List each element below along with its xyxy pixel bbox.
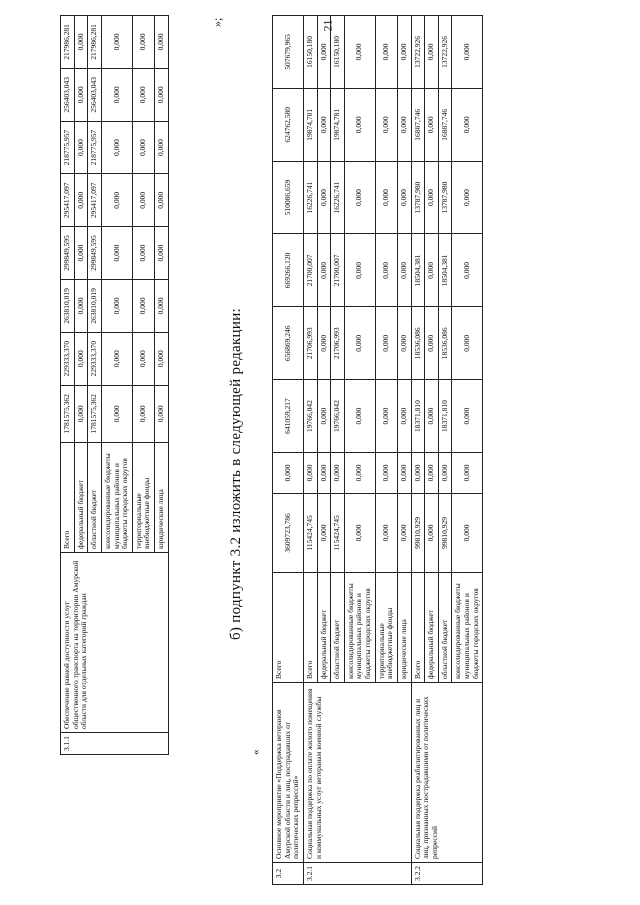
- amount-cell: 0,000: [317, 493, 331, 572]
- amount-cell: 0,000: [375, 16, 397, 89]
- funding-source: юридические лица: [155, 443, 169, 553]
- amount-cell: 0,000: [132, 385, 154, 442]
- amount-cell: 16150,180: [331, 16, 345, 89]
- amount-cell: 0,000: [452, 161, 483, 234]
- amount-cell: 0,000: [344, 493, 375, 572]
- amount-cell: 0,000: [155, 121, 169, 174]
- funding-source: федеральный бюджет: [317, 573, 331, 683]
- amount-cell: 218775,957: [61, 121, 75, 174]
- amount-cell: 0,000: [317, 161, 331, 234]
- amount-cell: 299849,595: [61, 227, 75, 280]
- amount-cell: 624762,580: [273, 88, 304, 161]
- amount-cell: 0,000: [397, 380, 411, 453]
- amount-cell: 0,000: [411, 452, 425, 493]
- amount-cell: 18536,086: [438, 307, 452, 380]
- amount-cell: 0,000: [155, 16, 169, 69]
- amount-cell: 18371,810: [438, 380, 452, 453]
- amount-cell: 0,000: [425, 161, 439, 234]
- amount-cell: 99810,929: [438, 493, 452, 572]
- amount-cell: 263810,019: [88, 280, 102, 333]
- amount-cell: 0,000: [74, 332, 88, 385]
- amount-cell: 0,000: [155, 332, 169, 385]
- amount-cell: 0,000: [331, 452, 345, 493]
- amount-cell: 0,000: [375, 234, 397, 307]
- amount-cell: 16887,746: [438, 88, 452, 161]
- amount-cell: 0,000: [74, 174, 88, 227]
- amount-cell: 0,000: [132, 280, 154, 333]
- funding-source: территориальные внебюджетные фонды: [375, 573, 397, 683]
- amount-cell: 0,000: [132, 227, 154, 280]
- amount-cell: 0,000: [303, 452, 317, 493]
- amount-cell: 0,000: [344, 16, 375, 89]
- amount-cell: 0,000: [397, 234, 411, 307]
- amount-cell: 0,000: [452, 234, 483, 307]
- amount-cell: 299849,595: [88, 227, 102, 280]
- amount-cell: 0,000: [452, 380, 483, 453]
- amount-cell: 0,000: [101, 385, 132, 442]
- amount-cell: 19766,042: [331, 380, 345, 453]
- amount-cell: 1781575,362: [61, 385, 75, 442]
- amount-cell: 0,000: [101, 16, 132, 69]
- amount-cell: 21700,007: [331, 234, 345, 307]
- amount-cell: 0,000: [101, 121, 132, 174]
- amount-cell: 0,000: [375, 161, 397, 234]
- amount-cell: 0,000: [74, 16, 88, 69]
- amount-cell: 18371,810: [411, 380, 425, 453]
- item-code: 3.2.2: [411, 863, 483, 885]
- section-heading: б) подпункт 3.2 изложить в следующей редакции:: [228, 307, 244, 640]
- amount-cell: 3609723,786: [273, 493, 304, 572]
- amount-cell: 0,000: [375, 380, 397, 453]
- amount-cell: 0,000: [74, 68, 88, 121]
- amount-cell: 0,000: [397, 307, 411, 380]
- amount-cell: 669266,120: [273, 234, 304, 307]
- funding-source: Всего: [61, 443, 75, 553]
- funding-source: областной бюджет: [88, 443, 102, 553]
- amount-cell: 295417,097: [88, 174, 102, 227]
- amount-cell: 0,000: [452, 493, 483, 572]
- funding-source: юридические лица: [397, 573, 411, 683]
- amount-cell: 0,000: [425, 234, 439, 307]
- amount-cell: 0,000: [397, 452, 411, 493]
- amount-cell: 0,000: [425, 307, 439, 380]
- amount-cell: 0,000: [344, 307, 375, 380]
- amount-cell: 263810,019: [61, 280, 75, 333]
- funding-source: консолидированные бюджеты муниципальных районов и бюджеты городских округов: [452, 573, 483, 683]
- amount-cell: 0,000: [344, 452, 375, 493]
- opening-quote: «: [250, 749, 262, 755]
- amount-cell: 0,000: [132, 174, 154, 227]
- amount-cell: 21706,993: [331, 307, 345, 380]
- amount-cell: 0,000: [155, 174, 169, 227]
- amount-cell: 641059,217: [273, 380, 304, 453]
- amount-cell: 0,000: [375, 88, 397, 161]
- amount-cell: 0,000: [397, 88, 411, 161]
- item-code: 3.2.1: [303, 863, 411, 885]
- amount-cell: 0,000: [397, 16, 411, 89]
- amount-cell: 0,000: [317, 452, 331, 493]
- amount-cell: 0,000: [438, 452, 452, 493]
- amount-cell: 256403,043: [61, 68, 75, 121]
- item-code: 3.1.1: [61, 733, 169, 755]
- funding-source: областной бюджет: [438, 573, 452, 683]
- amount-cell: 18536,086: [411, 307, 425, 380]
- amount-cell: 16150,180: [303, 16, 317, 89]
- amount-cell: 229333,370: [88, 332, 102, 385]
- amount-cell: 229333,370: [61, 332, 75, 385]
- amount-cell: 0,000: [101, 332, 132, 385]
- amount-cell: 0,000: [344, 88, 375, 161]
- amount-cell: 0,000: [375, 307, 397, 380]
- amount-cell: 19766,042: [303, 380, 317, 453]
- amount-cell: 1781575,362: [88, 385, 102, 442]
- amount-cell: 0,000: [452, 452, 483, 493]
- amount-cell: 13722,926: [411, 16, 425, 89]
- amount-cell: 13787,980: [411, 161, 425, 234]
- amount-cell: 218775,957: [88, 121, 102, 174]
- amount-cell: 0,000: [344, 234, 375, 307]
- amount-cell: 0,000: [74, 385, 88, 442]
- amount-cell: 21700,007: [303, 234, 317, 307]
- item-name: Социальная поддержка реабилитированных лиц и лиц, признанных пострадавшими от политических репрессий: [411, 683, 483, 863]
- amount-cell: 13722,926: [438, 16, 452, 89]
- amount-cell: 0,000: [273, 452, 304, 493]
- amount-cell: 0,000: [452, 307, 483, 380]
- amount-cell: 0,000: [132, 332, 154, 385]
- amount-cell: 0,000: [317, 234, 331, 307]
- amount-cell: 0,000: [74, 227, 88, 280]
- amount-cell: 0,000: [425, 88, 439, 161]
- amount-cell: 0,000: [132, 121, 154, 174]
- amount-cell: 0,000: [155, 68, 169, 121]
- amount-cell: 510086,659: [273, 161, 304, 234]
- amount-cell: 0,000: [452, 16, 483, 89]
- funding-source: Всего: [303, 573, 317, 683]
- amount-cell: 0,000: [425, 493, 439, 572]
- amount-cell: 0,000: [397, 161, 411, 234]
- amount-cell: 0,000: [425, 380, 439, 453]
- amount-cell: 0,000: [101, 227, 132, 280]
- table-row: [273, 16, 304, 885]
- amount-cell: 18504,381: [438, 234, 452, 307]
- amount-cell: 115424,745: [303, 493, 317, 572]
- funding-source: консолидированные бюджеты муниципальных районов и бюджеты городских округов: [344, 573, 375, 683]
- amount-cell: 16226,741: [303, 161, 317, 234]
- page-number: 21: [320, 19, 335, 32]
- amount-cell: 0,000: [317, 380, 331, 453]
- table-row: [303, 16, 317, 885]
- funding-source: территориальные внебюджетные фонды: [132, 443, 154, 553]
- amount-cell: 0,000: [452, 88, 483, 161]
- table-row: [411, 16, 425, 885]
- funding-table-3-2: [272, 15, 483, 885]
- amount-cell: 0,000: [375, 493, 397, 572]
- amount-cell: 0,000: [155, 280, 169, 333]
- amount-cell: 0,000: [101, 174, 132, 227]
- amount-cell: 0,000: [132, 16, 154, 69]
- funding-source: Всего: [411, 573, 425, 683]
- amount-cell: 0,000: [425, 452, 439, 493]
- amount-cell: 0,000: [317, 16, 331, 89]
- item-name: Основное мероприятие «Поддержка ветеранов Амурской области и лиц, пострадавших от политических репрессий»: [273, 683, 304, 863]
- amount-cell: 256403,043: [88, 68, 102, 121]
- amount-cell: 0,000: [425, 16, 439, 89]
- amount-cell: 0,000: [317, 307, 331, 380]
- amount-cell: 0,000: [344, 380, 375, 453]
- amount-cell: 0,000: [101, 68, 132, 121]
- amount-cell: 0,000: [155, 227, 169, 280]
- amount-cell: 0,000: [375, 452, 397, 493]
- closing-quote: »;: [210, 17, 224, 27]
- table-row: [61, 16, 75, 755]
- funding-table-3-1-1: [60, 15, 169, 755]
- amount-cell: 0,000: [101, 280, 132, 333]
- amount-cell: 19874,781: [303, 88, 317, 161]
- amount-cell: 217986,281: [61, 16, 75, 69]
- item-name: Социальная поддержка по оплате жилого помещения и коммунальных услуг ветеранам военной службы: [303, 683, 411, 863]
- amount-cell: 18504,381: [411, 234, 425, 307]
- funding-source: федеральный бюджет: [74, 443, 88, 553]
- funding-source: консолидированные бюджеты муниципальных районов и бюджеты городских округов: [101, 443, 132, 553]
- item-name: Обеспечение равной доступности услуг общественного транспорта на территории Амурской области для отдельных категорий граждан: [61, 553, 169, 733]
- amount-cell: 0,000: [155, 385, 169, 442]
- amount-cell: 217986,281: [88, 16, 102, 69]
- amount-cell: 0,000: [74, 280, 88, 333]
- amount-cell: 507679,965: [273, 16, 304, 89]
- amount-cell: 16887,746: [411, 88, 425, 161]
- amount-cell: 0,000: [132, 68, 154, 121]
- amount-cell: 0,000: [74, 121, 88, 174]
- amount-cell: 13787,980: [438, 161, 452, 234]
- funding-source: областной бюджет: [331, 573, 345, 683]
- amount-cell: 21706,993: [303, 307, 317, 380]
- amount-cell: 19874,781: [331, 88, 345, 161]
- item-code: 3.2: [273, 863, 304, 885]
- funding-source: федеральный бюджет: [425, 573, 439, 683]
- amount-cell: 0,000: [317, 88, 331, 161]
- amount-cell: 295417,097: [61, 174, 75, 227]
- amount-cell: 16226,741: [331, 161, 345, 234]
- amount-cell: 99810,929: [411, 493, 425, 572]
- funding-source: Всего: [273, 573, 304, 683]
- amount-cell: 0,000: [397, 493, 411, 572]
- amount-cell: 115424,745: [331, 493, 345, 572]
- amount-cell: 0,000: [344, 161, 375, 234]
- amount-cell: 656869,246: [273, 307, 304, 380]
